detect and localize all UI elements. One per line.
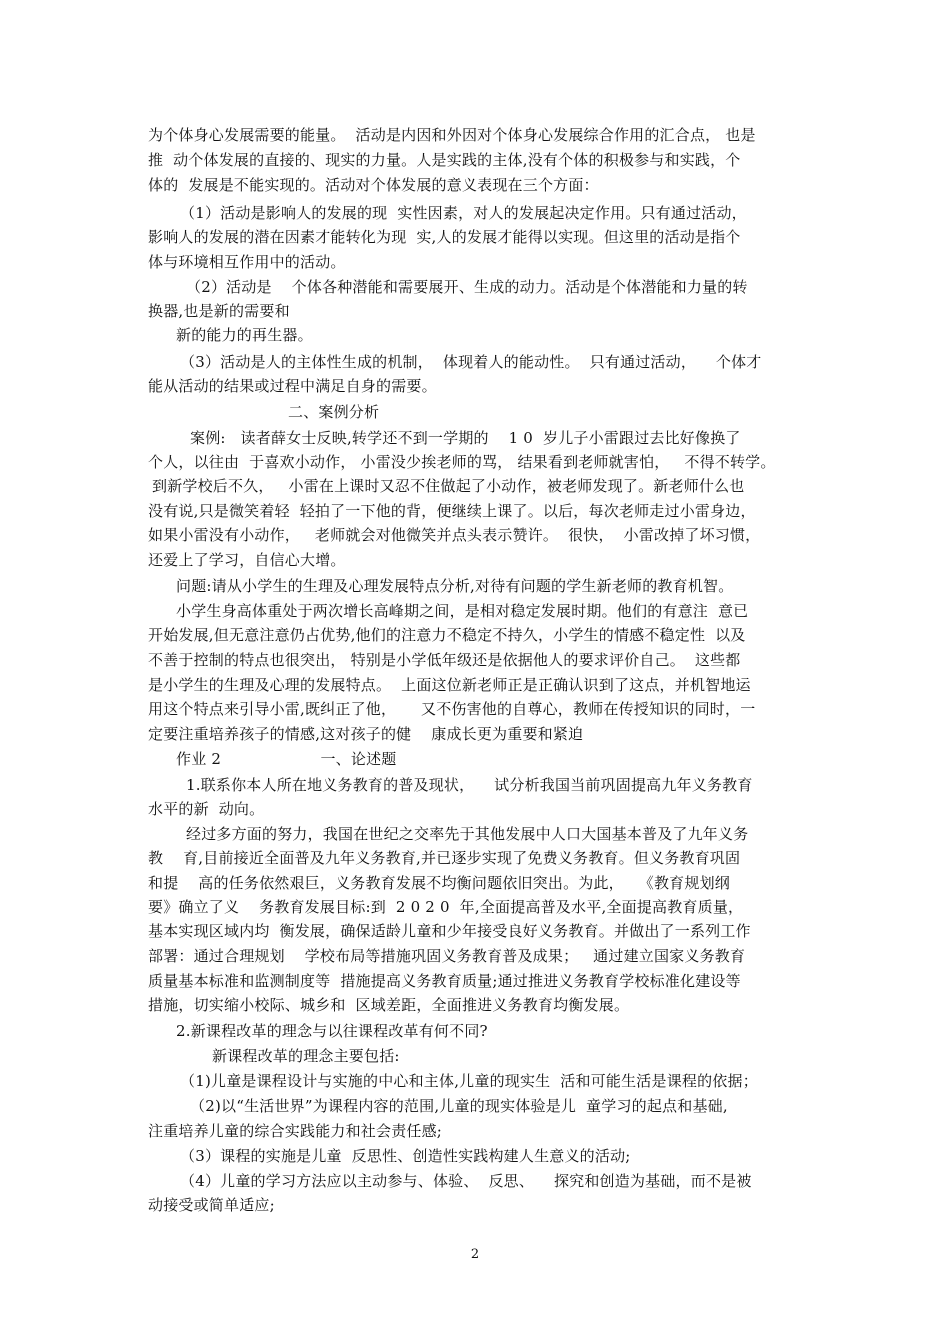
text-line: 推 动个体发展的直接的、现实的力量。人是实践的主体,没有个体的积极参与和实践，个: [148, 151, 741, 169]
text-line: 注重培养儿童的综合实践能力和社会责任感;: [148, 1122, 443, 1140]
text-line: 影响人的发展的潜在因素才能转化为现 实,人的发展才能得以实现。但这里的活动是指个: [148, 228, 741, 246]
text-line: （1)儿童是课程设计与实施的中心和主体,儿童的现实生 活和可能生活是课程的依据；: [180, 1072, 758, 1090]
text-line: 和提 高的任务依然艰巨，义务教育发展不均衡问题依旧突出。为此， 《教育规划纲: [148, 874, 730, 892]
text-line: 到新学校后不久， 小雷在上课时又忍不住做起了小动作，被老师发现了。新老师什么也: [152, 477, 745, 495]
text-line: 1.联系你本人所在地义务教育的普及现状， 试分析我国当前巩固提高九年义务教育: [186, 776, 753, 794]
text-line: 不善于控制的特点也很突出， 特别是小学低年级还是依据他人的要求评价自己。 这些都: [148, 651, 741, 669]
text-line: 案例: 读者薛女士反映,转学还不到一学期的 1 0 岁儿子小雷跟过去比好像换了: [190, 429, 741, 447]
text-line: 基本实现区域内均 衡发展，确保适龄儿童和少年接受良好义务教育。并做出了一系列工作: [148, 922, 751, 940]
text-line: 没有说,只是微笑着轻 轻拍了一下他的背，便继续上课了。以后，每次老师走过小雷身边，: [148, 502, 756, 520]
text-line: 经过多方面的努力，我国在世纪之交率先于其他发展中人口大国基本普及了九年义务: [186, 825, 749, 843]
text-line: （3）活动是人的主体性生成的机制， 体现着人的能动性。 只有通过活动， 个体才: [180, 353, 762, 371]
text-line: 教 育,目前接近全面普及九年义务教育,并已逐步实现了免费义务教育。但义务教育巩固: [148, 849, 741, 867]
text-line: 问题:请从小学生的生理及心理发展特点分析,对待有问题的学生新老师的教育机智。: [176, 577, 734, 595]
question-heading: 2.新课程改革的理念与以往课程改革有何不同?: [176, 1022, 488, 1040]
text-line: （2)以“生活世界”为课程内容的范围,儿童的现实体验是儿 童学习的起点和基础,: [190, 1097, 728, 1115]
text-line: 如果小雷没有小动作， 老师就会对他微笑并点头表示赞许。 很快， 小雷改掉了坏习惯，: [148, 526, 761, 544]
text-line: 新课程改革的理念主要包括:: [212, 1047, 400, 1065]
text-line: 用这个特点来引导小雷,既纠正了他， 又不伤害他的自尊心，教师在传授知识的同时，一: [148, 700, 756, 718]
text-line: 水平的新 动向。: [148, 800, 265, 818]
text-line: 质量基本标准和监测制度等 措施提高义务教育质量;通过推进义务教育学校标准化建设等: [148, 972, 741, 990]
text-line: 还爱上了学习，自信心大增。: [148, 551, 346, 569]
text-line: 是小学生的生理及心理的发展特点。 上面这位新老师正是正确认识到了这点，并机智地运: [148, 676, 751, 694]
text-line: 个人，以往由 于喜欢小动作， 小雷没少挨老师的骂， 结果看到老师就害怕， 不得不转学。: [148, 453, 776, 471]
text-line: 体与环境相互作用中的活动。: [148, 253, 346, 271]
section-heading: 作业 2 一、论述题: [176, 750, 397, 768]
text-line: （1）活动是影响人的发展的现 实性因素，对人的发展起决定作用。只有通过活动，: [180, 204, 747, 222]
text-line: 体的 发展是不能实现的。活动对个体发展的意义表现在三个方面：: [148, 176, 599, 194]
text-line: 措施，切实缩小校际、城乡和 区域差距，全面推进义务教育均衡发展。: [148, 996, 630, 1014]
text-line: （2）活动是 个体各种潜能和需要展开、生成的动力。活动是个体潜能和力量的转: [186, 278, 748, 296]
text-line: 能从活动的结果或过程中满足自身的需要。: [148, 377, 437, 395]
text-line: 动接受或简单适应;: [148, 1196, 275, 1214]
text-line: 新的能力的再生器。: [176, 326, 313, 344]
text-line: （4）儿童的学习方法应以主动参与、体验、 反思、 探究和创造为基础，而不是被: [180, 1172, 752, 1190]
text-line: 为个体身心发展需要的能量。 活动是内因和外因对个体身心发展综合作用的汇合点， 也是: [148, 126, 756, 144]
page-number: 2: [470, 1247, 480, 1262]
text-line: 要》确立了义 务教育发展目标:到 2 0 2 0 年,全面提高普及水平,全面提高教育质量，: [148, 898, 744, 916]
text-line: 定要注重培养孩子的情感,这对孩子的健 康成长更为重要和紧迫: [148, 725, 584, 743]
text-line: 开始发展,但无意注意仍占优势,他们的注意力不稳定不持久，小学生的情感不稳定性 以及: [148, 626, 746, 644]
text-line: （3）课程的实施是儿童 反思性、创造性实践构建人生意义的活动;: [180, 1147, 631, 1165]
text-line: 部署：通过合理规划 学校布局等措施巩固义务教育普及成果； 通过建立国家义务教育: [148, 947, 746, 965]
text-line: 换器,也是新的需要和: [148, 302, 290, 320]
section-heading: 二、案例分析: [288, 403, 380, 421]
text-line: 小学生身高体重处于两次增长高峰期之间，是相对稳定发展时期。他们的有意注 意已: [176, 602, 749, 620]
